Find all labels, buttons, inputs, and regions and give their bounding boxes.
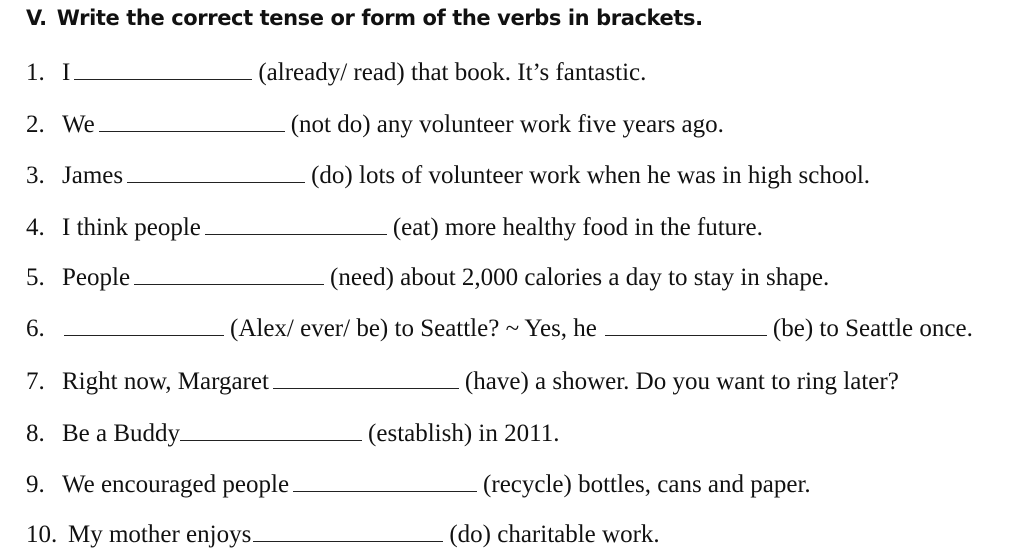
item-verb-hint: (do) charitable work. — [449, 521, 660, 548]
item-verb-hint: (establish) in 2011. — [368, 420, 560, 447]
item-number: 2. — [26, 111, 45, 138]
answer-blank[interactable] — [180, 418, 362, 441]
answer-blank[interactable] — [205, 212, 387, 235]
item-verb-hint: (need) about 2,000 calories a day to stay in shape. — [330, 264, 830, 291]
item-number: 10. — [26, 521, 58, 548]
item-number: 7. — [26, 368, 45, 395]
exercise-item — [26, 309, 973, 349]
item-number: 1. — [26, 59, 45, 86]
item-text-before: Be a Buddy — [62, 420, 181, 447]
exercise-item — [26, 258, 829, 298]
item-text-before: People — [62, 264, 131, 291]
exercise-item — [26, 105, 724, 145]
item-number: 3. — [26, 162, 45, 189]
answer-blank[interactable] — [273, 366, 459, 389]
answer-blank[interactable] — [64, 313, 224, 336]
item-verb-hint: (recycle) bottles, cans and paper. — [483, 471, 811, 498]
item-verb-hint: (do) lots of volunteer work when he was in high school. — [311, 162, 871, 189]
item-number: 5. — [26, 264, 45, 291]
exercise-item — [26, 156, 870, 196]
answer-blank[interactable] — [99, 109, 285, 132]
item-verb-hint: (not do) any volunteer work five years ago. — [290, 111, 724, 138]
item-verb-hint: (Alex/ ever/ be) to Seattle? ~ Yes, he — [230, 315, 597, 342]
item-text-before: I think people — [62, 214, 201, 241]
item-text-before: Right now, Margaret — [62, 368, 269, 395]
answer-blank[interactable] — [127, 160, 305, 183]
exercise-item — [26, 414, 559, 454]
exercise-item — [26, 208, 763, 248]
item-number: 4. — [26, 214, 45, 241]
exercise-number: V. — [26, 6, 47, 30]
answer-blank[interactable] — [253, 519, 443, 542]
exercise-heading — [26, 6, 703, 30]
answer-blank[interactable] — [134, 262, 324, 285]
item-verb-hint: (have) a shower. Do you want to ring later? — [464, 368, 899, 395]
item-verb-hint: (eat) more healthy food in the future. — [392, 214, 763, 241]
exercise-item — [26, 465, 811, 505]
item-text-before: We encouraged people — [62, 471, 290, 498]
item-text-before: I — [62, 59, 71, 86]
answer-blank[interactable] — [605, 313, 767, 336]
item-text-before: We — [62, 111, 95, 138]
item-verb-hint: (be) to Seattle once. — [772, 315, 973, 342]
exercise-item — [26, 362, 899, 402]
item-text-before: James — [62, 162, 124, 189]
item-number: 6. — [26, 315, 45, 342]
item-number: 8. — [26, 420, 45, 447]
exercise-item — [26, 53, 646, 93]
answer-blank[interactable] — [293, 469, 477, 492]
exercise-item — [26, 515, 660, 555]
item-text-before: My mother enjoys — [68, 521, 252, 548]
exercise-instruction: Write the correct tense or form of the verbs in brackets. — [56, 6, 703, 30]
answer-blank[interactable] — [74, 57, 252, 80]
item-verb-hint: (already/ read) that book. It’s fantastic. — [258, 59, 647, 86]
item-number: 9. — [26, 471, 45, 498]
